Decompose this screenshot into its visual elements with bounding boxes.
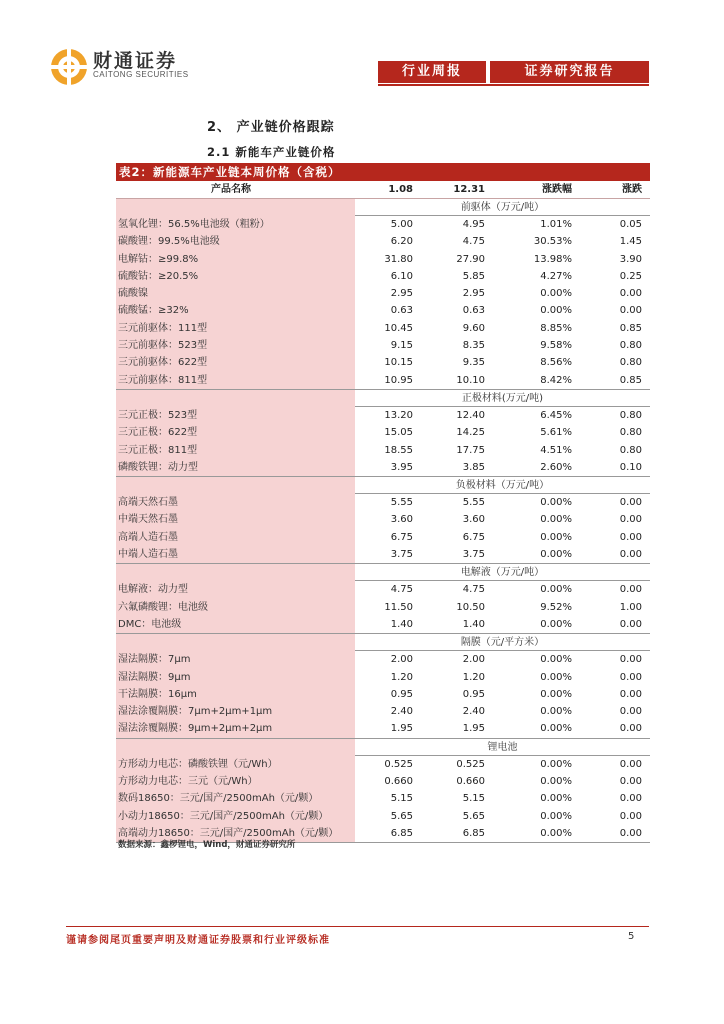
value-cell: 0.00 bbox=[619, 305, 642, 317]
value-cell: 3.75 bbox=[462, 549, 485, 561]
value-cell: 0.00% bbox=[540, 531, 572, 543]
value-cell: 1.45 bbox=[619, 236, 642, 248]
value-cell: 2.60% bbox=[540, 461, 572, 473]
price-table bbox=[116, 163, 650, 843]
value-cell: 11.50 bbox=[384, 601, 413, 613]
table-row bbox=[116, 285, 650, 302]
value-cell: 0.00% bbox=[540, 305, 572, 317]
product-name-cell: 湿法涂覆隔膜：9μm+2μm+2μm bbox=[116, 720, 355, 737]
value-cell: 14.25 bbox=[456, 427, 485, 439]
product-name-cell: 磷酸铁锂：动力型 bbox=[116, 459, 355, 476]
value-cell: 0.00 bbox=[619, 671, 642, 683]
section-title: 2、 产业链价格跟踪 bbox=[207, 120, 335, 135]
report-category-tag: 证券研究报告 bbox=[490, 61, 649, 83]
table-row bbox=[116, 251, 650, 268]
product-name-cell: 高端天然石墨 bbox=[116, 494, 355, 511]
product-name-cell: 氢氧化锂：56.5%电池级（粗粉） bbox=[116, 216, 355, 233]
value-cell: 4.95 bbox=[462, 219, 485, 230]
value-cell: 18.55 bbox=[384, 444, 413, 456]
col-header-change-pct: 涨跌幅 bbox=[542, 184, 572, 195]
table-caption: 表2：新能源车产业链本周价格（含税） bbox=[116, 163, 650, 181]
value-cell: 1.40 bbox=[390, 618, 413, 630]
table-row bbox=[116, 790, 650, 807]
subsection-title: 2.1 新能车产业链价格 bbox=[207, 145, 336, 159]
footer-divider bbox=[66, 926, 649, 927]
product-name-cell: 电解钴：≥99.8% bbox=[116, 251, 355, 268]
table-group-header bbox=[116, 564, 650, 581]
value-cell: 0.00 bbox=[619, 654, 642, 666]
value-cell: 0.25 bbox=[619, 270, 642, 282]
value-cell: 4.51% bbox=[540, 444, 572, 456]
product-name-cell: 高端动力18650：三元/国产/2500mAh（元/颗） bbox=[116, 825, 355, 842]
table-row bbox=[116, 669, 650, 686]
value-cell: 3.60 bbox=[390, 514, 413, 526]
value-cell: 0.00 bbox=[619, 549, 642, 561]
product-name-cell: 碳酸锂：99.5%电池级 bbox=[116, 233, 355, 250]
product-name-cell: 数码18650：三元/国产/2500mAh（元/颗） bbox=[116, 790, 355, 807]
group-title: 负极材料（万元/吨） bbox=[355, 477, 650, 494]
value-cell: 0.00% bbox=[540, 810, 572, 822]
value-cell: 0.00 bbox=[619, 688, 642, 700]
value-cell: 5.65 bbox=[462, 810, 485, 822]
report-type-tag: 行业周报 bbox=[378, 61, 486, 83]
value-cell: 0.00% bbox=[540, 288, 572, 300]
value-cell: 9.35 bbox=[462, 357, 485, 369]
value-cell: 0.00 bbox=[619, 758, 642, 770]
value-cell: 1.95 bbox=[462, 723, 485, 735]
value-cell: 0.00% bbox=[540, 688, 572, 700]
value-cell: 0.00 bbox=[619, 497, 642, 509]
table-row bbox=[116, 720, 650, 738]
group-title: 锂电池 bbox=[355, 739, 650, 756]
value-cell: 0.00 bbox=[619, 810, 642, 822]
table-group-header bbox=[116, 477, 650, 494]
value-cell: 12.40 bbox=[456, 409, 485, 421]
value-cell: 6.75 bbox=[390, 531, 413, 543]
value-cell: 0.00% bbox=[540, 706, 572, 718]
value-cell: 6.20 bbox=[390, 236, 413, 248]
col-header-date1: 1.08 bbox=[388, 184, 413, 195]
value-cell: 0.00% bbox=[540, 827, 572, 839]
product-name-cell: 小动力18650：三元/国产/2500mAh（元/颗） bbox=[116, 808, 355, 825]
value-cell: 0.525 bbox=[384, 758, 413, 770]
group-label-spacer bbox=[116, 564, 355, 581]
product-name-cell: 干法隔膜：16μm bbox=[116, 686, 355, 703]
value-cell: 5.65 bbox=[390, 810, 413, 822]
table-group-header bbox=[116, 634, 650, 651]
footer-disclaimer: 谨请参阅尾页重要声明及财通证券股票和行业评级标准 bbox=[66, 935, 330, 946]
table-row bbox=[116, 459, 650, 477]
value-cell: 0.10 bbox=[619, 461, 642, 473]
table-row bbox=[116, 773, 650, 790]
product-name-cell: 三元前驱体：111型 bbox=[116, 320, 355, 337]
table-row bbox=[116, 337, 650, 354]
table-row bbox=[116, 511, 650, 528]
table-row bbox=[116, 233, 650, 250]
table-row bbox=[116, 756, 650, 773]
value-cell: 6.75 bbox=[462, 531, 485, 543]
table-row bbox=[116, 581, 650, 598]
value-cell: 2.95 bbox=[462, 288, 485, 300]
value-cell: 0.00% bbox=[540, 584, 572, 596]
value-cell: 9.52% bbox=[540, 601, 572, 613]
product-name-cell: 三元前驱体：811型 bbox=[116, 372, 355, 389]
group-label-spacer bbox=[116, 739, 355, 756]
value-cell: 2.40 bbox=[462, 706, 485, 718]
group-label-spacer bbox=[116, 634, 355, 651]
value-cell: 0.00% bbox=[540, 514, 572, 526]
value-cell: 0.85 bbox=[619, 322, 642, 334]
group-label-spacer bbox=[116, 390, 355, 407]
value-cell: 0.63 bbox=[462, 305, 485, 317]
value-cell: 8.42% bbox=[540, 374, 572, 386]
product-name-cell: 六氟磷酸锂：电池级 bbox=[116, 599, 355, 616]
table-row bbox=[116, 686, 650, 703]
value-cell: 5.00 bbox=[390, 219, 413, 230]
product-name-cell: 中端天然石墨 bbox=[116, 511, 355, 528]
table-group-header bbox=[116, 390, 650, 407]
value-cell: 0.80 bbox=[619, 444, 642, 456]
value-cell: 0.00 bbox=[619, 531, 642, 543]
table-row bbox=[116, 529, 650, 546]
value-cell: 0.660 bbox=[384, 776, 413, 788]
brand-name-en: CAITONG SECURITIES bbox=[93, 70, 189, 79]
value-cell: 1.40 bbox=[462, 618, 485, 630]
value-cell: 10.45 bbox=[384, 322, 413, 334]
value-cell: 0.00 bbox=[619, 827, 642, 839]
value-cell: 5.55 bbox=[462, 497, 485, 509]
value-cell: 0.00 bbox=[619, 584, 642, 596]
value-cell: 4.27% bbox=[540, 270, 572, 282]
group-title: 电解液（万元/吨） bbox=[355, 564, 650, 581]
value-cell: 2.40 bbox=[390, 706, 413, 718]
value-cell: 5.55 bbox=[390, 497, 413, 509]
value-cell: 0.00% bbox=[540, 776, 572, 788]
value-cell: 10.15 bbox=[384, 357, 413, 369]
value-cell: 10.10 bbox=[456, 374, 485, 386]
product-name-cell: 高端人造石墨 bbox=[116, 529, 355, 546]
col-header-date2: 12.31 bbox=[453, 184, 485, 195]
col-header-change: 涨跌 bbox=[622, 184, 642, 195]
col-header-product: 产品名称 bbox=[211, 184, 251, 195]
table-body bbox=[116, 199, 650, 843]
value-cell: 0.05 bbox=[619, 219, 642, 230]
value-cell: 3.60 bbox=[462, 514, 485, 526]
value-cell: 0.00 bbox=[619, 288, 642, 300]
product-name-cell: 方形动力电芯：三元（元/Wh） bbox=[116, 773, 355, 790]
value-cell: 1.20 bbox=[390, 671, 413, 683]
product-name-cell: 湿法隔膜：9μm bbox=[116, 669, 355, 686]
table-row bbox=[116, 599, 650, 616]
value-cell: 1.20 bbox=[462, 671, 485, 683]
value-cell: 0.00% bbox=[540, 793, 572, 805]
value-cell: 0.00% bbox=[540, 497, 572, 509]
product-name-cell: DMC：电池级 bbox=[116, 616, 355, 633]
product-name-cell: 三元前驱体：523型 bbox=[116, 337, 355, 354]
value-cell: 5.15 bbox=[390, 793, 413, 805]
value-cell: 15.05 bbox=[384, 427, 413, 439]
table-row bbox=[116, 703, 650, 720]
value-cell: 30.53% bbox=[533, 236, 572, 248]
table-row bbox=[116, 268, 650, 285]
table-row bbox=[116, 442, 650, 459]
value-cell: 0.00 bbox=[619, 723, 642, 735]
data-source-note: 数据来源：鑫椤锂电，Wind，财通证券研究所 bbox=[118, 840, 296, 850]
group-title: 隔膜（元/平方米） bbox=[355, 634, 650, 651]
value-cell: 0.00 bbox=[619, 776, 642, 788]
table-row bbox=[116, 546, 650, 564]
value-cell: 27.90 bbox=[456, 253, 485, 265]
product-name-cell: 电解液：动力型 bbox=[116, 581, 355, 598]
value-cell: 3.85 bbox=[462, 461, 485, 473]
value-cell: 0.00% bbox=[540, 758, 572, 770]
value-cell: 0.80 bbox=[619, 409, 642, 421]
value-cell: 2.95 bbox=[390, 288, 413, 300]
group-label-spacer bbox=[116, 199, 355, 216]
table-row bbox=[116, 424, 650, 441]
value-cell: 8.35 bbox=[462, 340, 485, 352]
table-row bbox=[116, 808, 650, 825]
value-cell: 1.95 bbox=[390, 723, 413, 735]
value-cell: 10.95 bbox=[384, 374, 413, 386]
value-cell: 0.95 bbox=[390, 688, 413, 700]
value-cell: 6.45% bbox=[540, 409, 572, 421]
value-cell: 4.75 bbox=[462, 236, 485, 248]
group-label-spacer bbox=[116, 477, 355, 494]
value-cell: 0.525 bbox=[456, 758, 485, 770]
value-cell: 13.98% bbox=[533, 253, 572, 265]
value-cell: 2.00 bbox=[390, 654, 413, 666]
value-cell: 0.00% bbox=[540, 723, 572, 735]
table-group-header bbox=[116, 739, 650, 756]
value-cell: 3.95 bbox=[390, 461, 413, 473]
value-cell: 4.75 bbox=[462, 584, 485, 596]
value-cell: 0.00% bbox=[540, 671, 572, 683]
product-name-cell: 硫酸镍 bbox=[116, 285, 355, 302]
value-cell: 0.00 bbox=[619, 706, 642, 718]
value-cell: 1.01% bbox=[540, 219, 572, 230]
group-title: 前驱体（万元/吨） bbox=[355, 199, 650, 216]
product-name-cell: 湿法隔膜：7μm bbox=[116, 651, 355, 668]
value-cell: 3.75 bbox=[390, 549, 413, 561]
value-cell: 6.85 bbox=[390, 827, 413, 839]
value-cell: 0.80 bbox=[619, 427, 642, 439]
value-cell: 0.00% bbox=[540, 549, 572, 561]
table-row bbox=[116, 320, 650, 337]
value-cell: 8.56% bbox=[540, 357, 572, 369]
value-cell: 9.58% bbox=[540, 340, 572, 352]
value-cell: 0.660 bbox=[456, 776, 485, 788]
header-divider bbox=[378, 84, 649, 86]
table-header-row bbox=[116, 181, 650, 199]
table-row bbox=[116, 372, 650, 390]
value-cell: 0.00% bbox=[540, 618, 572, 630]
page-number: 5 bbox=[628, 931, 635, 942]
table-row bbox=[116, 354, 650, 371]
product-name-cell: 硫酸锰：≥32% bbox=[116, 302, 355, 319]
value-cell: 5.15 bbox=[462, 793, 485, 805]
value-cell: 0.00 bbox=[619, 618, 642, 630]
value-cell: 8.85% bbox=[540, 322, 572, 334]
table-row bbox=[116, 616, 650, 634]
group-title: 正极材料(万元/吨) bbox=[355, 390, 650, 407]
product-name-cell: 三元前驱体：622型 bbox=[116, 354, 355, 371]
value-cell: 2.00 bbox=[462, 654, 485, 666]
caitong-logo-icon bbox=[49, 47, 89, 87]
value-cell: 0.85 bbox=[619, 374, 642, 386]
value-cell: 0.00 bbox=[619, 793, 642, 805]
table-row bbox=[116, 494, 650, 511]
value-cell: 10.50 bbox=[456, 601, 485, 613]
value-cell: 1.00 bbox=[619, 601, 642, 613]
value-cell: 9.15 bbox=[390, 340, 413, 352]
product-name-cell: 方形动力电芯：磷酸铁锂（元/Wh） bbox=[116, 756, 355, 773]
value-cell: 31.80 bbox=[384, 253, 413, 265]
table-row bbox=[116, 302, 650, 319]
value-cell: 13.20 bbox=[384, 409, 413, 421]
product-name-cell: 湿法涂覆隔膜：7μm+2μm+1μm bbox=[116, 703, 355, 720]
value-cell: 5.85 bbox=[462, 270, 485, 282]
product-name-cell: 三元正极：622型 bbox=[116, 424, 355, 441]
brand-name-cn: 财通证券 bbox=[93, 50, 178, 72]
value-cell: 0.80 bbox=[619, 340, 642, 352]
table-row bbox=[116, 216, 650, 233]
table-group-header bbox=[116, 199, 650, 216]
product-name-cell: 中端人造石墨 bbox=[116, 546, 355, 563]
product-name-cell: 硫酸钴：≥20.5% bbox=[116, 268, 355, 285]
value-cell: 0.00% bbox=[540, 654, 572, 666]
value-cell: 3.90 bbox=[619, 253, 642, 265]
value-cell: 0.80 bbox=[619, 357, 642, 369]
product-name-cell: 三元正极：811型 bbox=[116, 442, 355, 459]
product-name-cell: 三元正极：523型 bbox=[116, 407, 355, 424]
value-cell: 9.60 bbox=[462, 322, 485, 334]
value-cell: 0.00 bbox=[619, 514, 642, 526]
value-cell: 0.63 bbox=[390, 305, 413, 317]
value-cell: 6.85 bbox=[462, 827, 485, 839]
table-row bbox=[116, 407, 650, 424]
value-cell: 4.75 bbox=[390, 584, 413, 596]
value-cell: 5.61% bbox=[540, 427, 572, 439]
value-cell: 6.10 bbox=[390, 270, 413, 282]
value-cell: 0.95 bbox=[462, 688, 485, 700]
table-row bbox=[116, 651, 650, 668]
value-cell: 17.75 bbox=[456, 444, 485, 456]
